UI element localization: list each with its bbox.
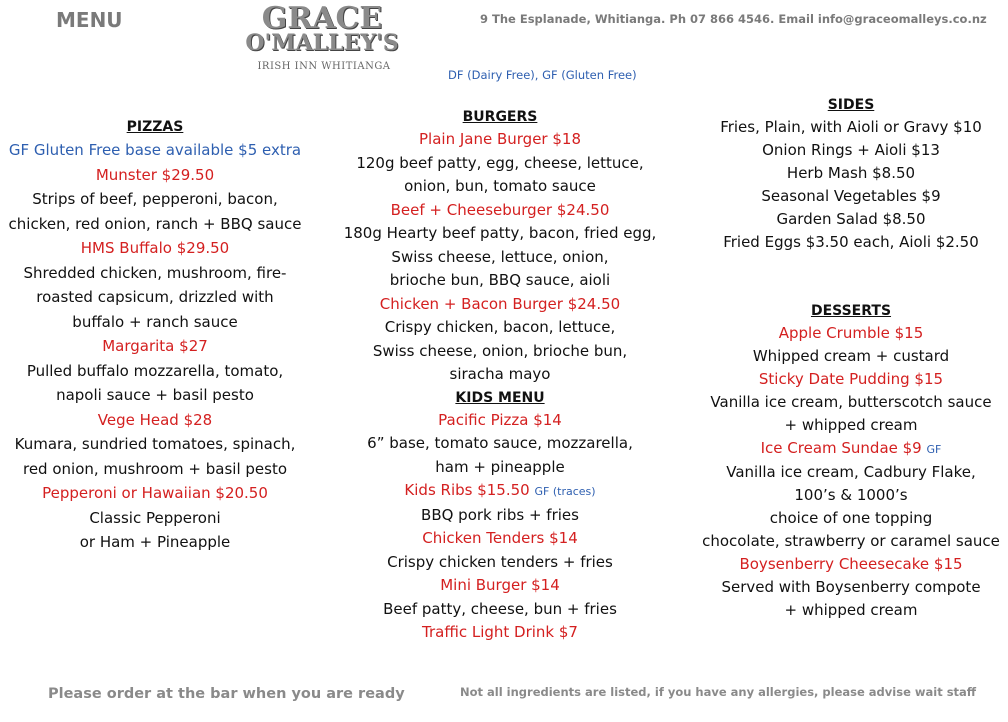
menu-item-desc: ham + pineapple: [435, 457, 565, 476]
side-item: Herb Mash $8.50: [786, 164, 916, 182]
section-title: DESSERTS: [810, 303, 892, 319]
pizzas-section: [0, 116, 310, 555]
menu-item-row: [696, 437, 1006, 461]
menu-item-name: Ice Cream Sundae $9: [760, 439, 922, 457]
menu-item-name: Mini Burger $14: [440, 576, 560, 594]
menu-item-name: Apple Crumble $15: [778, 324, 924, 342]
menu-item-row: [340, 479, 660, 504]
side-item: Onion Rings + Aioli $13: [762, 141, 940, 159]
menu-item-name: Boysenberry Cheesecake $15: [739, 555, 963, 573]
burgers-kids-section: [340, 106, 660, 645]
menu-item-desc: 100’s & 1000’s: [794, 486, 908, 504]
menu-item-name: Margarita $27: [102, 337, 208, 355]
menu-item-desc: brioche bun, BBQ sauce, aioli: [389, 271, 611, 289]
side-item: Fries, Plain, with Aioli or Gravy $10: [720, 118, 982, 136]
menu-item-desc: Classic Pepperoni: [89, 508, 221, 527]
gf-base-note: GF Gluten Free base available $5 extra: [8, 141, 302, 159]
menu-item-name: Munster $29.50: [95, 165, 215, 184]
menu-item-desc: Vanilla ice cream, butterscotch sauce: [710, 393, 992, 411]
menu-item-desc: buffalo + ranch sauce: [72, 312, 238, 331]
menu-item-name: HMS Buffalo $29.50: [80, 239, 230, 257]
logo-line-3: IRISH INN WHITIANGA: [257, 61, 391, 72]
menu-item-desc: Pulled buffalo mozzarella, tomato,: [26, 361, 284, 380]
order-at-bar-note: Please order at the bar when you are ready: [48, 686, 405, 702]
menu-item-desc: Crispy chicken, bacon, lettuce,: [384, 318, 616, 336]
menu-item-desc: Kumara, sundried tomatoes, spinach,: [14, 435, 296, 453]
side-item: Fried Eggs $3.50 each, Aioli $2.50: [723, 233, 979, 251]
menu-item-desc: Swiss cheese, lettuce, onion,: [391, 247, 609, 266]
contact-info: 9 The Esplanade, Whitianga. Ph 07 866 4546. Email info@graceomalleys.co.nz: [480, 12, 987, 26]
menu-item-name: Beef + Cheeseburger $24.50: [390, 200, 610, 219]
logo-line-2: O'MALLEY'S: [245, 30, 399, 56]
side-item: Seasonal Vegetables $9: [761, 187, 941, 205]
side-item: Garden Salad $8.50: [776, 210, 926, 228]
menu-heading: MENU: [56, 8, 123, 32]
gf-tag: GF (traces): [534, 485, 596, 498]
grace-omalleys-logo: [207, 1, 437, 72]
menu-item-name: Sticky Date Pudding $15: [758, 370, 944, 388]
menu-item-desc: or Ham + Pineapple: [79, 533, 231, 551]
section-title: PIZZAS: [126, 119, 184, 135]
menu-item-desc: Shredded chicken, mushroom, fire-: [23, 263, 287, 282]
menu-item-desc: Vanilla ice cream, Cadbury Flake,: [726, 463, 976, 481]
menu-item-desc: Crispy chicken tenders + fries: [387, 552, 613, 571]
menu-item-desc: + whipped cream: [784, 601, 918, 619]
menu-item-name: Chicken Tenders $14: [422, 529, 578, 547]
allergy-note: Not all ingredients are listed, if you have any allergies, please advise wait staff: [460, 685, 977, 699]
section-title: BURGERS: [462, 109, 538, 125]
menu-item-desc: Whipped cream + custard: [752, 347, 950, 365]
logo-line-1: GRACE: [261, 1, 383, 36]
menu-item-desc: Beef patty, cheese, bun + fries: [383, 599, 617, 618]
menu-item-desc: 6” base, tomato sauce, mozzarella,: [367, 434, 633, 452]
menu-item-desc: chicken, red onion, ranch + BBQ sauce: [8, 214, 302, 233]
menu-item-desc: red onion, mushroom + basil pesto: [22, 459, 288, 478]
menu-item-name: Traffic Light Drink $7: [422, 623, 578, 641]
section-title: SIDES: [827, 97, 875, 113]
menu-item-desc: choice of one topping: [769, 509, 933, 527]
menu-item-desc: roasted capsicum, drizzled with: [36, 288, 274, 306]
menu-item-desc: Strips of beef, pepperoni, bacon,: [32, 190, 278, 208]
section-title: KIDS MENU: [455, 389, 545, 406]
menu-item-desc: 180g Hearty beef patty, bacon, fried egg,: [343, 224, 657, 242]
menu-item-name: Pepperoni or Hawaiian $20.50: [42, 484, 268, 502]
menu-item-desc: chocolate, strawberry or caramel sauce: [702, 532, 1000, 550]
menu-item-desc: napoli sauce + basil pesto: [56, 386, 254, 404]
menu-item-desc: Swiss cheese, onion, brioche bun,: [372, 341, 628, 360]
menu-item-desc: Served with Boysenberry compote: [721, 578, 981, 596]
gf-tag: GF: [926, 443, 942, 456]
menu-item-desc: + whipped cream: [784, 416, 918, 434]
menu-item-desc: BBQ pork ribs + fries: [421, 505, 579, 524]
menu-item-desc: onion, bun, tomato sauce: [404, 177, 596, 195]
menu-item-name: Pacific Pizza $14: [438, 410, 562, 429]
menu-item-desc: 120g beef patty, egg, cheese, lettuce,: [356, 153, 644, 172]
menu-item-name: Plain Jane Burger $18: [419, 130, 581, 148]
menu-item-name: Vege Head $28: [97, 410, 213, 429]
menu-item-name: Chicken + Bacon Burger $24.50: [379, 294, 621, 313]
menu-item-name: Kids Ribs $15.50: [404, 481, 530, 499]
dietary-legend: DF (Dairy Free), GF (Gluten Free): [448, 68, 637, 82]
sides-desserts-section: [696, 94, 1006, 622]
menu-item-desc: siracha mayo: [449, 365, 551, 383]
